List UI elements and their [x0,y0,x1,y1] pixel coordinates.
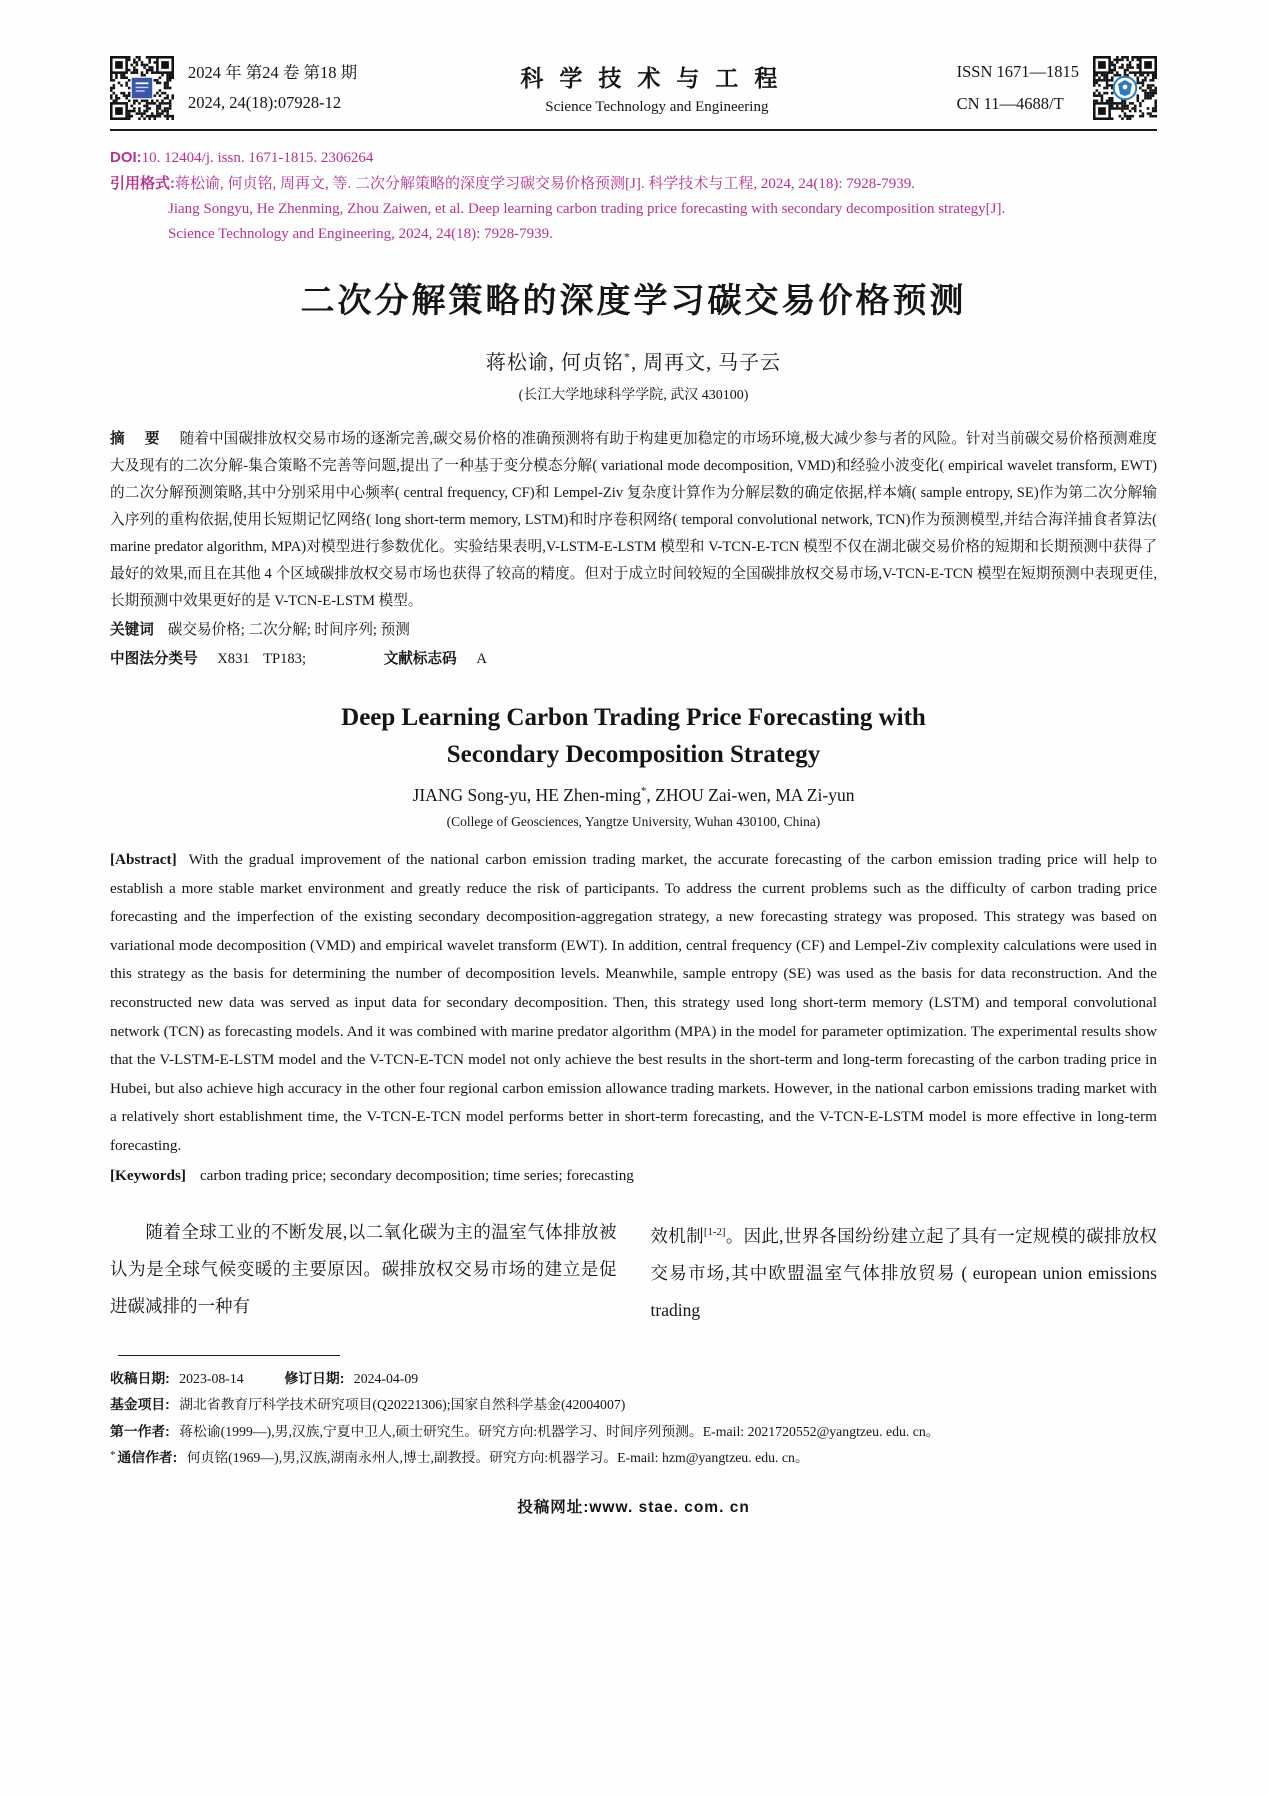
revised-label: 修订日期: [284,1370,345,1386]
reference-superscript: [1-2] [703,1226,726,1239]
corresponding-author-mark-en: * [641,785,647,798]
doi-label: DOI: [110,149,142,166]
body-columns [110,1214,1157,1329]
first-author-label: 第一作者: [110,1423,170,1439]
doi-value: 10. 12404/j. issn. 1671-1815. 2306264 [141,150,374,166]
corresponding-author-note [110,1445,1157,1473]
keywords-en-text: carbon trading price; secondary decomposition; time series; forecasting [199,1166,634,1184]
clc-label: 中图法分类号 [110,651,198,667]
issue-line1: 2024 年 第24 卷 第18 期 [188,63,358,82]
keywords-en-label: [Keywords] [110,1166,186,1184]
corresponding-author-mark: * [623,350,632,365]
abstract-en [110,846,1157,1161]
authors-cn-part1: 蒋松谕, 何贞铭 [485,352,624,374]
body-left-column [110,1214,617,1329]
clc-line [110,646,1157,673]
footnotes [110,1366,1157,1473]
doc-code-value: A [476,651,487,667]
submission-label: 投稿网址: [517,1498,590,1516]
qr-code-left-icon [110,56,174,120]
fund-label: 基金项目: [110,1397,170,1413]
authors-cn-part2: , 周再文, 马子云 [631,352,782,374]
doi-line [110,145,1157,171]
corresponding-text: 何贞铭(1969—),男,汉族,湖南永州人,博士,副教授。研究方向:机器学习。E-mail: hzm@yangtzeu. edu. cn。 [186,1450,809,1466]
header-rule [110,129,1157,131]
received-label: 收稿日期: [110,1370,170,1386]
abstract-en-text: With the gradual improvement of the national carbon emission trading market, the accurate forecasting of the carbon emission trading price will help to establish a more stable market environment and greatly reduce the risk of participants. To address the current problems such as the difficulty of carbon trading price forecasting and the imperfection of the existing secondary decomposition-aggregation strategy, a new forecasting strategy was proposed. This strategy was based on variational mode decomposition (VMD) and empirical wavelet transform (EWT). In addition, central frequency (CF) and Lempel-Ziv complexity calculations were used in this strategy as the basis for determining the number of decomposition levels. Meanwhile, sample entropy (SE) was used as the basis for data reconstruction. And the reconstructed new data was served as input data for secondary decomposition. Then, this strategy used long short-term memory (LSTM) and temporal convolutional network (TCN) as forecasting models. And it was combined with marine predator algorithm (MPA) in the model for parameter optimization. The experimental results show that the V-LSTM-E-LSTM model and the V-TCN-E-TCN model not only achieve the best results in the short-term and long-term forecasting of the carbon trading price in Hubei, but also achieve high accuracy in the other four regional carbon emission allowance trading markets. However, in the national carbon emissions trading market with a relatively short establishment time, the V-TCN-E-TCN model performs better in short-term forecasting, and the V-TCN-E-LSTM model is more effective in long-term forecasting. [110,851,1157,1154]
abstract-cn-label: 摘 要 [110,431,168,447]
authors-en-part2: , ZHOU Zai-wen, MA Zi-yun [646,785,855,805]
issn-number: ISSN 1671—1815 [956,62,1079,81]
issue-info [188,58,357,118]
citation-en-line1: Jiang Songyu, He Zhenming, Zhou Zaiwen, et al. Deep learning carbon trading price forecasting with secondary decomposition strategy[J]. [168,201,1006,217]
issue-line2: 2024, 24(18):07928-12 [188,93,342,112]
body-right-rest: 。因此,世界各国纷纷建立起了具有一定规模的碳排放权交易市场,其中欧盟温室气体排放贸易 ( european union emissions trading [650,1225,1158,1320]
dates-note [110,1366,1157,1393]
authors-cn [110,346,1157,375]
paper-title-cn: 二次分解策略的深度学习碳交易价格预测 [300,282,967,320]
doc-code-label: 文献标志码 [383,651,457,667]
citation-cn-line [110,171,1157,197]
paper-title-en [110,699,1157,773]
qr-code-right-icon [1093,56,1157,120]
keywords-cn-label: 关键词 [110,622,154,638]
body-left-text: 随着全球工业的不断发展,以二氧化碳为主的温室气体排放被认为是全球气候变暖的主要原因。碳排放权交易市场的建立是促进碳减排的一种有 [110,1222,617,1317]
abstract-cn [110,426,1157,615]
authors-en [110,785,1157,806]
revised-date: 2024-04-09 [353,1370,419,1386]
body-right-pre: 效机制 [650,1225,704,1246]
paper-title-en-line1: Deep Learning Carbon Trading Price Forecasting with [341,704,926,731]
affiliation-en: (College of Geosciences, Yangtze University, Wuhan 430100, China) [446,814,821,829]
corresponding-star: * [110,1449,116,1462]
first-author-text: 蒋松谕(1999—),男,汉族,宁夏中卫人,硕士研究生。研究方向:机器学习、时间序列预测。E-mail: 2021720552@yangtzeu. edu. cn。 [179,1423,940,1439]
first-author-note [110,1419,1157,1446]
citation-cn-text: 蒋松谕, 何贞铭, 周再文, 等. 二次分解策略的深度学习碳交易价格预测[J]. 科学技术与工程, 2024, 24(18): 7928-7939. [175,176,915,192]
abstract-cn-text: 随着中国碳排放权交易市场的逐渐完善,碳交易价格的准确预测将有助于构建更加稳定的市场环境,极大减少参与者的风险。针对当前碳交易价格预测难度大及现有的二次分解-集合策略不完善等问题,提出了一种基于变分模态分解( variational mode decomposition, VMD)和经验小波变化( empirical wavelet transform, EWT)的二次分解预测策略,其中分别采用中心频率( central frequency, CF)和 Lempel-Ziv 复杂度计算作为分解层数的确定依据,样本熵( sample entropy, SE)作为第二次分解输入序列的重构依据,使用长短期记忆网络( long short-term memory, LSTM)和时序卷积网络( temporal convolutional network, TCN)作为预测模型,并结合海洋捕食者算法( marine predator algorithm, MPA)对模型进行参数优化。实验结果表明,V-LSTM-E-LSTM 模型和 V-TCN-E-TCN 模型不仅在湖北碳交易价格的短期和长期预测中获得了最好的效果,而且在其他 4 个区域碳排放权交易市场也获得了较高的精度。但对于成立时间较短的全国碳排放权交易市场,V-TCN-E-TCN 模型在短期预测中表现更佳,长期预测中效果更好的是 V-TCN-E-LSTM 模型。 [110,431,1157,609]
received-date: 2023-08-14 [179,1370,244,1386]
keywords-cn [110,617,1157,644]
citation-label: 引用格式: [110,175,175,192]
citation-en-line2: Science Technology and Engineering, 2024, 24(18): 7928-7939. [168,226,553,242]
submission-url: www. stae. com. cn [589,1498,750,1516]
authors-en-part1: JIANG Song-yu, HE Zhen-ming [412,785,641,805]
journal-title-cn: 科学技术与工程 [520,66,794,91]
paper-title-en-line2: Secondary Decomposition Strategy [446,741,821,768]
abstract-en-label: [Abstract] [110,851,177,868]
submission-site [110,1495,1157,1517]
journal-title-en: Science Technology and Engineering [545,99,769,115]
fund-note [110,1392,1157,1419]
body-right-column [651,1214,1158,1329]
keywords-en [110,1162,1157,1191]
keywords-cn-text: 碳交易价格; 二次分解; 时间序列; 预测 [167,622,410,638]
journal-header [110,56,1157,120]
footnote-rule [118,1355,340,1356]
citation-block [110,145,1157,247]
issn-info [957,56,1079,120]
fund-text: 湖北省教育厅科学技术研究项目(Q20221306);国家自然科学基金(42004007) [179,1397,626,1413]
cn-number: CN 11—4688/T [956,94,1064,113]
corresponding-label: 通信作者: [117,1450,178,1466]
journal-title [357,60,956,116]
affiliation-cn: (长江大学地球科学学院, 武汉 430100) [518,388,749,403]
clc-value1: X831 [217,651,250,667]
clc-value2: TP183; [263,651,307,667]
